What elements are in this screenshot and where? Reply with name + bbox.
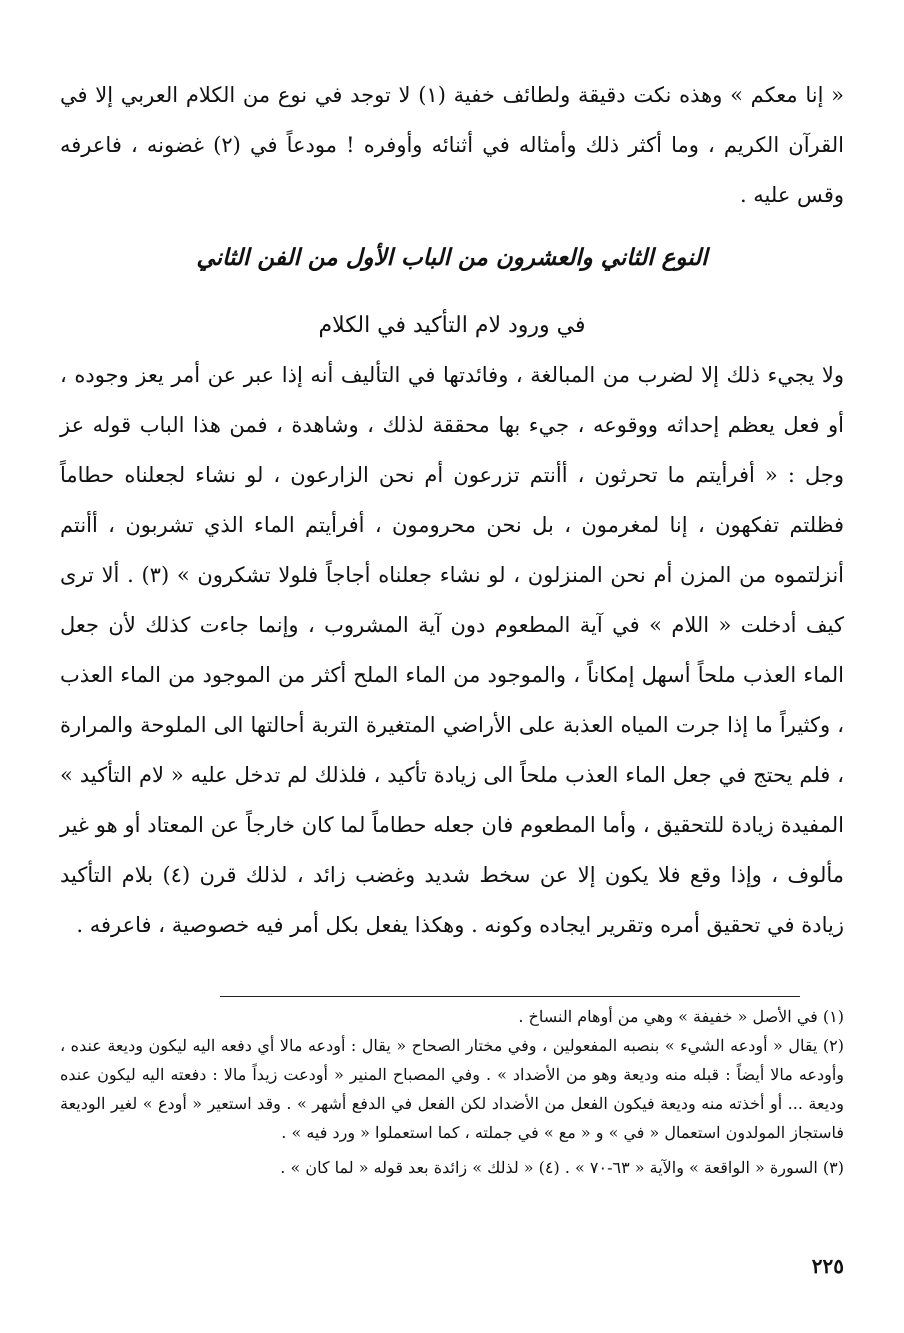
intro-paragraph: « إنا معكم » وهذه نكت دقيقة ولطائف خفية (١) لا توجد في نوع من الكلام العربي إلا في القرآن الكريم ، وما أكثر ذلك وأمثاله في أثنائه وأوفره ! مودعاً في (٢) غضونه ، فاعرفه وقس عليه . <box>60 83 844 207</box>
body-paragraph: ولا يجيء ذلك إلا لضرب من المبالغة ، وفائدتها في التأليف أنه إذا عبر عن أمر يعز وجوده ، أو فعل يعظم إحداثه ووقوعه ، جيء بها محققة لذلك ، وشاهدة ، فمن هذا الباب قوله عز وجل : « أفرأيتم ما تحرثون ، أأنتم تزرعون أم نحن الزارعون ، لو نشاء لجعلناه حطاماً فظلتم تفكهون ، إنا لمغرمون ، بل نحن محرومون ، أفرأيتم الماء الذي تشربون ، أأنتم أنزلتموه من المزن أم نحن المنزلون ، لو نشاء جعلناه أجاجاً فلولا تشكرون » (٣) . ألا ترى كيف أدخلت « اللام » في آية المطعوم دون آية المشروب ، وإنما جاءت كذلك لأن جعل الماء العذب ملحاً أسهل إمكاناً ، والموجود من الماء الملح أكثر من الموجود من الماء العذب ، وكثيراً ما إذا جرت المياه العذبة على الأراضي المتغيرة التربة أحالتها الى الملوحة والمرارة ، فلم يحتج في جعل الماء العذب ملحاً الى زيادة تأكيد ، فلذلك لم تدخل عليه « لام التأكيد » المفيدة زيادة للتحقيق ، وأما المطعوم فان جعله حطاماً لما كان خارجاً عن المعتاد أو هو غير مألوف ، وإذا وقع فلا يكون إلا عن سخط شديد وغضب زائد ، لذلك قرن (٤) بلام التأكيد زيادة في تحقيق أمره وتقرير ايجاده وكونه . وهكذا يفعل بكل أمر فيه خصوصية ، فاعرفه . <box>60 363 845 937</box>
footnote-2: (٢) يقال « أودعه الشيء » بنصبه المفعولين ، وفي مختار الصحاح « يقال : أودعه مالا أي دفعه اليه ليكون وديعة عنده ، وأودعه مالا أيضاً : قبله منه وديعة وهو من الأضداد » . وفي المصباح المنير « أودعت زيداً مالا : دفعته اليه ليكون عنده وديعة ... أو أخذته منه وديعة فيكون الفعل من الأضداد لكن الفعل في الدفع أشهر » . وقد استعير « أودع » لغير الوديعة فاستجاز المولدون استعمال « في » و « مع » في جملته ، كما استعملوا « ورد فيه » . <box>60 1036 844 1142</box>
footnotes <box>60 1002 844 1182</box>
footnote-1: (١) في الأصل « خفيفة » وهي من أوهام النساخ . <box>518 1007 844 1026</box>
section-subheading: في ورود لام التأكيد في الكلام <box>318 313 586 338</box>
footnote-divider <box>220 996 800 997</box>
footnote-3-4: (٣) السورة « الواقعة » والآية « ٦٣-٧٠ » . (٤) « لذلك » زائدة بعد قوله « لما كان » . <box>280 1158 844 1177</box>
page-number: ٢٢٥ <box>811 1254 844 1278</box>
section-heading: النوع الثاني والعشرون من الباب الأول من الفن الثاني <box>196 244 708 271</box>
